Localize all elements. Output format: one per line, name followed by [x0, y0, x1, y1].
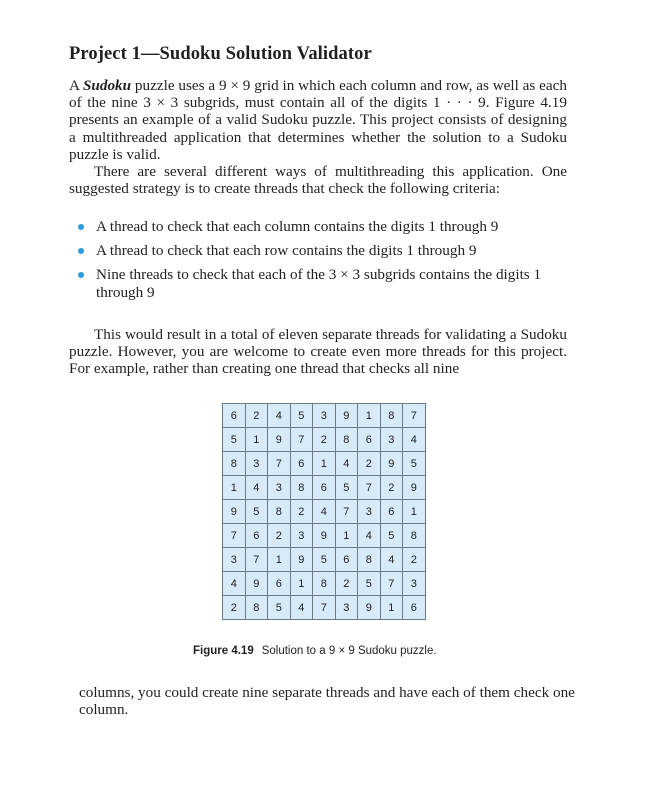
grid-row [223, 524, 426, 548]
grid-cell: 9 [358, 596, 381, 620]
criteria-text: A thread to check that each row contains the digits 1 through 9 [96, 242, 477, 260]
grid-cell: 1 [335, 524, 358, 548]
eleven-threads-paragraph: This would result in a total of eleven separate threads for validating a Sudoku puzzle. However, you are welcome to create even more threads for this project. For example, rather than creating one thread that checks all nine [69, 326, 567, 378]
grid-cell: 6 [335, 548, 358, 572]
grid-cell: 6 [313, 476, 336, 500]
grid-cell: 2 [268, 524, 291, 548]
criteria-item [78, 266, 568, 300]
grid-cell: 9 [223, 500, 246, 524]
grid-row [223, 548, 426, 572]
sudoku-grid [222, 403, 426, 620]
grid-cell: 8 [268, 500, 291, 524]
section-heading: Project 1—Sudoku Solution Validator [69, 44, 372, 64]
grid-cell: 1 [403, 500, 426, 524]
criteria-item [78, 242, 568, 259]
intro-prefix: A [69, 77, 83, 94]
grid-cell: 1 [290, 572, 313, 596]
grid-cell: 9 [380, 452, 403, 476]
criteria-list [78, 218, 568, 308]
grid-cell: 4 [223, 572, 246, 596]
grid-row [223, 452, 426, 476]
bullet-icon [78, 224, 84, 230]
grid-row [223, 404, 426, 428]
continuation-paragraph: columns, you could create nine separate threads and have each of them check one column. [79, 684, 575, 719]
grid-cell: 4 [403, 428, 426, 452]
grid-cell: 6 [245, 524, 268, 548]
grid-cell: 3 [313, 404, 336, 428]
figure-caption [193, 645, 437, 657]
grid-cell: 2 [290, 500, 313, 524]
grid-cell: 5 [313, 548, 336, 572]
grid-cell: 7 [335, 500, 358, 524]
grid-cell: 8 [403, 524, 426, 548]
intro-text: puzzle uses a 9 × 9 grid in which each column and row, as well as each of the nine 3 × 3 subgrids, must contain all of the digits 1 · · · 9. Figure 4.19 presents an example of a valid Sudoku puzzle. This project consists of designing a multithreaded application that determines whether the solution to a Sudoku puzzle is valid. [69, 77, 567, 163]
bullet-icon [78, 248, 84, 254]
grid-cell: 1 [268, 548, 291, 572]
grid-cell: 3 [245, 452, 268, 476]
grid-cell: 8 [223, 452, 246, 476]
grid-cell: 5 [245, 500, 268, 524]
grid-cell: 2 [335, 572, 358, 596]
criteria-text: Nine threads to check that each of the 3 × 3 subgrids contains the digits 1 through 9 [96, 266, 542, 301]
grid-cell: 5 [268, 596, 291, 620]
grid-row [223, 500, 426, 524]
grid-cell: 5 [335, 476, 358, 500]
grid-cell: 6 [223, 404, 246, 428]
grid-cell: 8 [335, 428, 358, 452]
sudoku-grid-body [223, 404, 426, 620]
grid-cell: 8 [245, 596, 268, 620]
grid-cell: 6 [358, 428, 381, 452]
grid-row [223, 596, 426, 620]
grid-cell: 1 [358, 404, 381, 428]
grid-cell: 3 [290, 524, 313, 548]
grid-cell: 7 [313, 596, 336, 620]
grid-cell: 6 [380, 500, 403, 524]
grid-cell: 3 [403, 572, 426, 596]
grid-cell: 9 [313, 524, 336, 548]
grid-cell: 6 [268, 572, 291, 596]
grid-cell: 4 [313, 500, 336, 524]
grid-cell: 3 [358, 500, 381, 524]
grid-cell: 3 [268, 476, 291, 500]
grid-cell: 8 [358, 548, 381, 572]
grid-cell: 7 [403, 404, 426, 428]
grid-cell: 8 [290, 476, 313, 500]
grid-cell: 7 [358, 476, 381, 500]
grid-cell: 1 [313, 452, 336, 476]
grid-cell: 8 [380, 404, 403, 428]
grid-cell: 5 [290, 404, 313, 428]
figure-caption-text: Solution to a 9 × 9 Sudoku puzzle. [261, 645, 437, 657]
grid-row [223, 476, 426, 500]
figure-label: Figure 4.19 [193, 645, 254, 657]
grid-cell: 2 [403, 548, 426, 572]
grid-cell: 3 [223, 548, 246, 572]
bullet-icon [78, 272, 84, 278]
sudoku-emphasis: Sudoku [82, 77, 132, 94]
grid-cell: 4 [335, 452, 358, 476]
grid-row [223, 428, 426, 452]
grid-cell: 9 [290, 548, 313, 572]
grid-cell: 9 [268, 428, 291, 452]
grid-cell: 5 [358, 572, 381, 596]
grid-cell: 3 [380, 428, 403, 452]
grid-cell: 9 [245, 572, 268, 596]
criteria-text: A thread to check that each column contains the digits 1 through 9 [96, 218, 499, 235]
grid-cell: 3 [335, 596, 358, 620]
criteria-item [78, 218, 568, 235]
grid-cell: 1 [245, 428, 268, 452]
grid-cell: 4 [290, 596, 313, 620]
grid-cell: 8 [313, 572, 336, 596]
grid-cell: 1 [380, 596, 403, 620]
grid-cell: 5 [403, 452, 426, 476]
grid-cell: 5 [380, 524, 403, 548]
grid-cell: 2 [223, 596, 246, 620]
grid-cell: 7 [268, 452, 291, 476]
grid-cell: 7 [245, 548, 268, 572]
grid-cell: 9 [335, 404, 358, 428]
grid-cell: 4 [358, 524, 381, 548]
grid-cell: 7 [223, 524, 246, 548]
grid-cell: 5 [223, 428, 246, 452]
strategy-paragraph: There are several different ways of multithreading this application. One suggested strategy is to create threads that check the following criteria: [69, 163, 567, 198]
grid-cell: 2 [313, 428, 336, 452]
grid-cell: 2 [358, 452, 381, 476]
intro-paragraph [69, 77, 567, 163]
grid-cell: 4 [245, 476, 268, 500]
grid-cell: 6 [403, 596, 426, 620]
grid-cell: 9 [403, 476, 426, 500]
grid-row [223, 572, 426, 596]
grid-cell: 4 [380, 548, 403, 572]
grid-cell: 1 [223, 476, 246, 500]
grid-cell: 2 [245, 404, 268, 428]
grid-cell: 7 [290, 428, 313, 452]
grid-cell: 7 [380, 572, 403, 596]
grid-cell: 2 [380, 476, 403, 500]
grid-cell: 4 [268, 404, 291, 428]
grid-cell: 6 [290, 452, 313, 476]
